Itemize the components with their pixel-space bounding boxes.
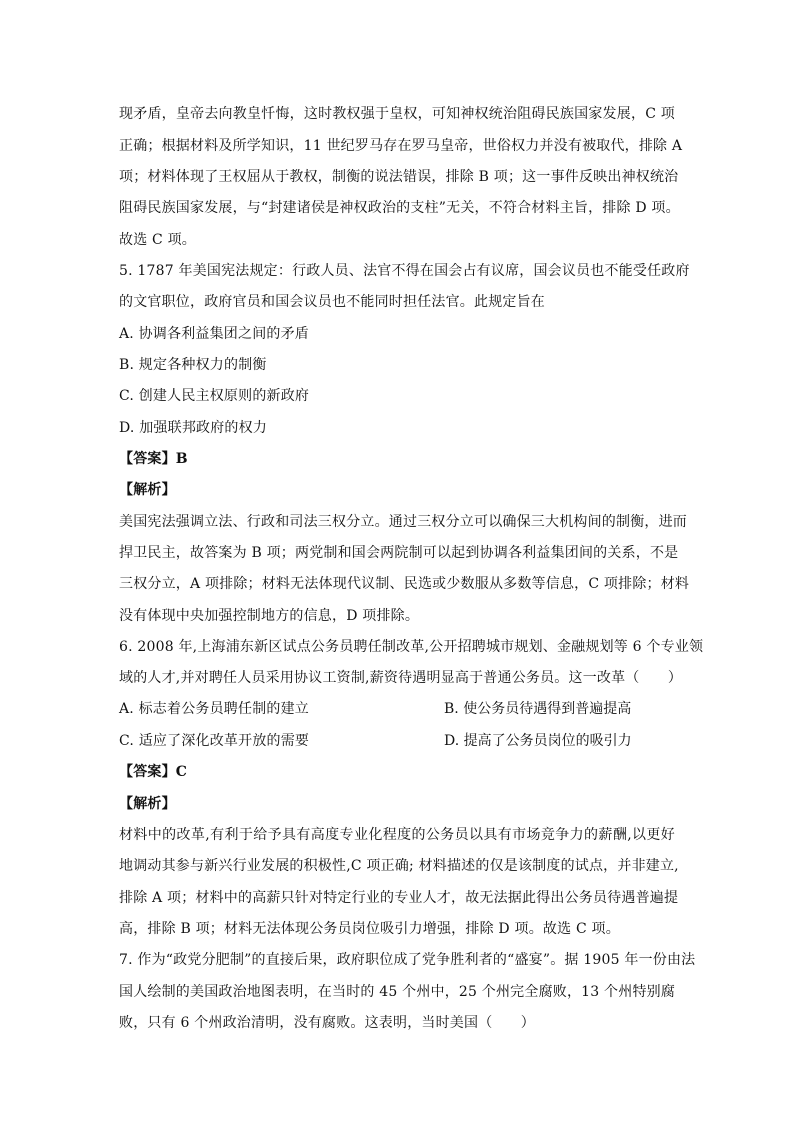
option-c: C. 适应了深化改革开放的需要 — [119, 733, 310, 749]
question-stem-line: 6. 2008 年,上海浦东新区试点公务员聘任制改革,公开招聘城市规划、金融规划等 6 个专业领 — [119, 639, 704, 655]
analysis-line: 材料中的改革,有利于给予具有高度专业化程度的公务员以具有市场竞争力的薪酬,以更好 — [119, 827, 675, 843]
analysis-line: 美国宪法强调立法、行政和司法三权分立。通过三权分立可以确保三大机构间的制衡，进而 — [119, 514, 687, 530]
text-line: 现矛盾，皇帝去向教皇忏悔，这时教权强于皇权，可知神权统治阻碍民族国家发展，C 项 — [119, 106, 675, 122]
analysis-label: 【解析】 — [119, 482, 176, 498]
question-stem-line: 败，只有 6 个州政治清明，没有腐败。这表明，当时美国（ ） — [119, 1015, 536, 1031]
option-c: C. 创建人民主权原则的新政府 — [119, 388, 310, 404]
answer-label: 【答案】C — [119, 764, 188, 780]
text-line: 正确；根据材料及所学知识，11 世纪罗马存在罗马皇帝，世俗权力并没有被取代，排除 A — [119, 138, 683, 154]
option-b: B. 规定各种权力的制衡 — [119, 357, 267, 373]
answer-label: 【答案】B — [119, 451, 188, 467]
option-a: A. 协调各利益集团之间的矛盾 — [119, 326, 310, 342]
analysis-line: 高，排除 B 项；材料无法体现公务员岗位吸引力增强，排除 D 项。故选 C 项。 — [119, 921, 620, 937]
question-stem-line: 国人绘制的美国政治地图表明，在当时的 45 个州中，25 个州完全腐败，13 个州特别腐 — [119, 984, 676, 1000]
option-b: B. 使公务员待遇得到普遍提高 — [444, 701, 632, 717]
analysis-label: 【解析】 — [119, 796, 176, 812]
text-line: 项；材料体现了王权屈从于教权，制衡的说法错误，排除 B 项；这一事件反映出神权统治 — [119, 169, 679, 185]
question-stem-line: 域的人才,并对聘任人员采用协议工资制,薪资待遇明显高于普通公务员。这一改革（ ） — [119, 670, 683, 686]
option-d: D. 加强联邦政府的权力 — [119, 420, 268, 436]
analysis-line: 排除 A 项；材料中的高薪只针对特定行业的专业人才，故无法据此得出公务员待遇普遍提 — [119, 890, 679, 906]
question-stem-line: 5. 1787 年美国宪法规定：行政人员、法官不得在国会占有议席，国会议员也不能受任政府 — [119, 263, 690, 279]
analysis-line: 捍卫民主，故答案为 B 项；两党制和国会两院制可以起到协调各利益集团间的关系，不是 — [119, 545, 679, 561]
analysis-line: 没有体现中央加强控制地方的信息，D 项排除。 — [119, 608, 420, 624]
analysis-line: 地调动其参与新兴行业发展的积极性,C 项正确; 材料描述的仅是该制度的试点，并非建立, — [119, 858, 679, 874]
option-a: A. 标志着公务员聘任制的建立 — [119, 701, 310, 717]
text-line: 阻碍民族国家发展，与“封建诸侯是神权政治的支柱”无关，不符合材料主旨，排除 D 项。 — [119, 200, 680, 216]
question-stem-line: 7. 作为“政党分肥制”的直接后果，政府职位成了党争胜利者的“盛宴”。据 1905 年一份由法 — [119, 952, 696, 968]
question-stem-line: 的文官职位，政府官员和国会议员也不能同时担任法官。此规定旨在 — [119, 294, 545, 310]
text-line: 故选 C 项。 — [119, 232, 197, 248]
option-d: D. 提高了公务员岗位的吸引力 — [444, 733, 632, 749]
analysis-line: 三权分立，A 项排除；材料无法体现代议制、民选或少数服从多数等信息，C 项排除；材料 — [119, 576, 690, 592]
